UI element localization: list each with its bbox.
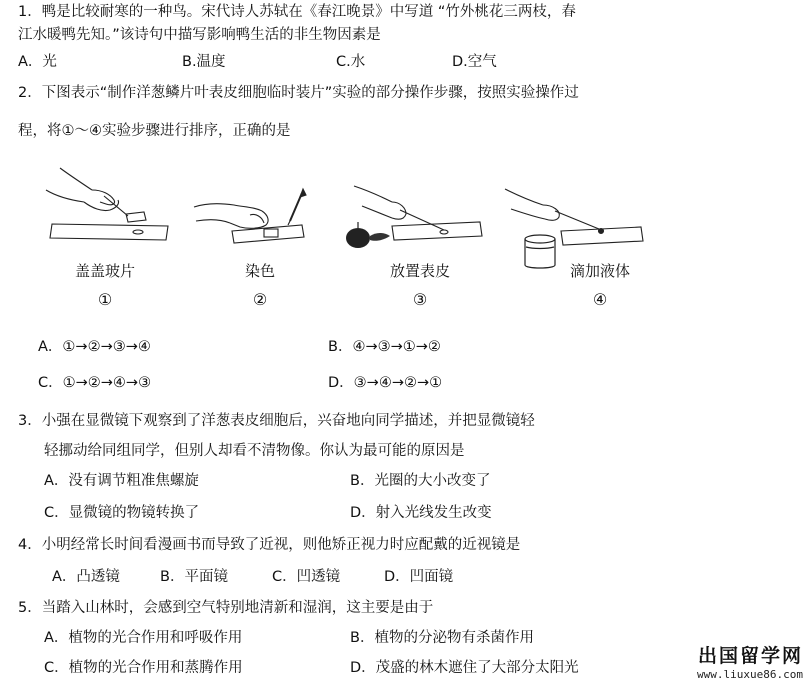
- q5-option-c: C．植物的光合作用和蒸腾作用: [44, 660, 243, 676]
- q1-option-b: B.温度: [182, 54, 226, 70]
- q1-option-a: A．光: [18, 54, 57, 70]
- q5-option-b: B．植物的分泌物有杀菌作用: [350, 630, 534, 646]
- onion-icon: [346, 222, 390, 248]
- q3-option-b: B．光圈的大小改变了: [350, 473, 491, 489]
- q1-option-d: D.空气: [452, 54, 497, 70]
- q4-option-a: A．凸透镜: [52, 569, 120, 585]
- q3-option-d: D．射入光线发生改变: [350, 505, 492, 521]
- q1-option-c: C.水: [336, 54, 366, 70]
- q5-option-d: D．茂盛的林木遮住了大部分太阳光: [350, 660, 579, 676]
- q4-stem: 4．小明经常长时间看漫画书而导致了近视，则他矫正视力时应配戴的近视镜是: [18, 537, 521, 553]
- step4-add-liquid-illustration: [495, 175, 645, 270]
- q2-stem-line1: 2．下图表示“制作洋葱鳞片叶表皮细胞临时装片”实验的部分操作步骤，按照实验操作过: [18, 85, 579, 101]
- watermark-title: 出国留学网: [697, 645, 803, 667]
- q2-stem-line2: 程，将①～④实验步骤进行排序，正确的是: [18, 123, 291, 139]
- step1-caption: 盖盖玻片: [74, 262, 135, 280]
- step4-caption: 滴加液体: [569, 262, 630, 280]
- q4-option-c: C．凹透镜: [272, 569, 341, 585]
- step1-cover-slip-illustration: [40, 160, 170, 250]
- step3-caption: 放置表皮: [389, 262, 450, 280]
- q2-option-c: C．①→②→④→③: [38, 375, 152, 391]
- step2-number: ②: [252, 290, 268, 309]
- q3-stem-line1: 3．小强在显微镜下观察到了洋葱表皮细胞后，兴奋地向同学描述，并把显微镜轻: [18, 413, 535, 429]
- step2-caption: 染色: [244, 262, 275, 280]
- q2-option-d: D．③→④→②→①: [328, 375, 443, 391]
- step3-number: ③: [412, 290, 428, 309]
- q5-stem: 5．当踏入山林时，会感到空气特别地清新和湿润，这主要是由于: [18, 600, 434, 616]
- watermark: [697, 641, 803, 681]
- step3-place-epidermis-illustration: [340, 180, 485, 255]
- q1-stem-line1: 1．鸭是比较耐寒的一种鸟。宋代诗人苏轼在《春江晚景》中写道 “竹外桃花三两枝，春: [18, 4, 576, 20]
- q3-option-c: C．显微镜的物镜转换了: [44, 505, 200, 521]
- q5-option-a: A．植物的光合作用和呼吸作用: [44, 630, 243, 646]
- q2-option-a: A．①→②→③→④: [38, 339, 151, 355]
- q2-option-b: B．④→③→①→②: [328, 339, 441, 355]
- q3-option-a: A．没有调节粗准焦螺旋: [44, 473, 199, 489]
- q3-stem-line2: 轻挪动给同组同学，但别人却看不清物像。你认为最可能的原因是: [44, 443, 465, 459]
- step4-number: ④: [592, 290, 608, 309]
- watermark-url: www.liuxue86.com: [697, 668, 803, 681]
- q1-stem-line2: 江水暖鸭先知。”该诗句中描写影响鸭生活的非生物因素是: [18, 27, 381, 43]
- step2-staining-illustration: [190, 185, 330, 255]
- step1-number: ①: [97, 290, 113, 309]
- q4-option-b: B．平面镜: [160, 569, 228, 585]
- q4-option-d: D．凹面镜: [384, 569, 454, 585]
